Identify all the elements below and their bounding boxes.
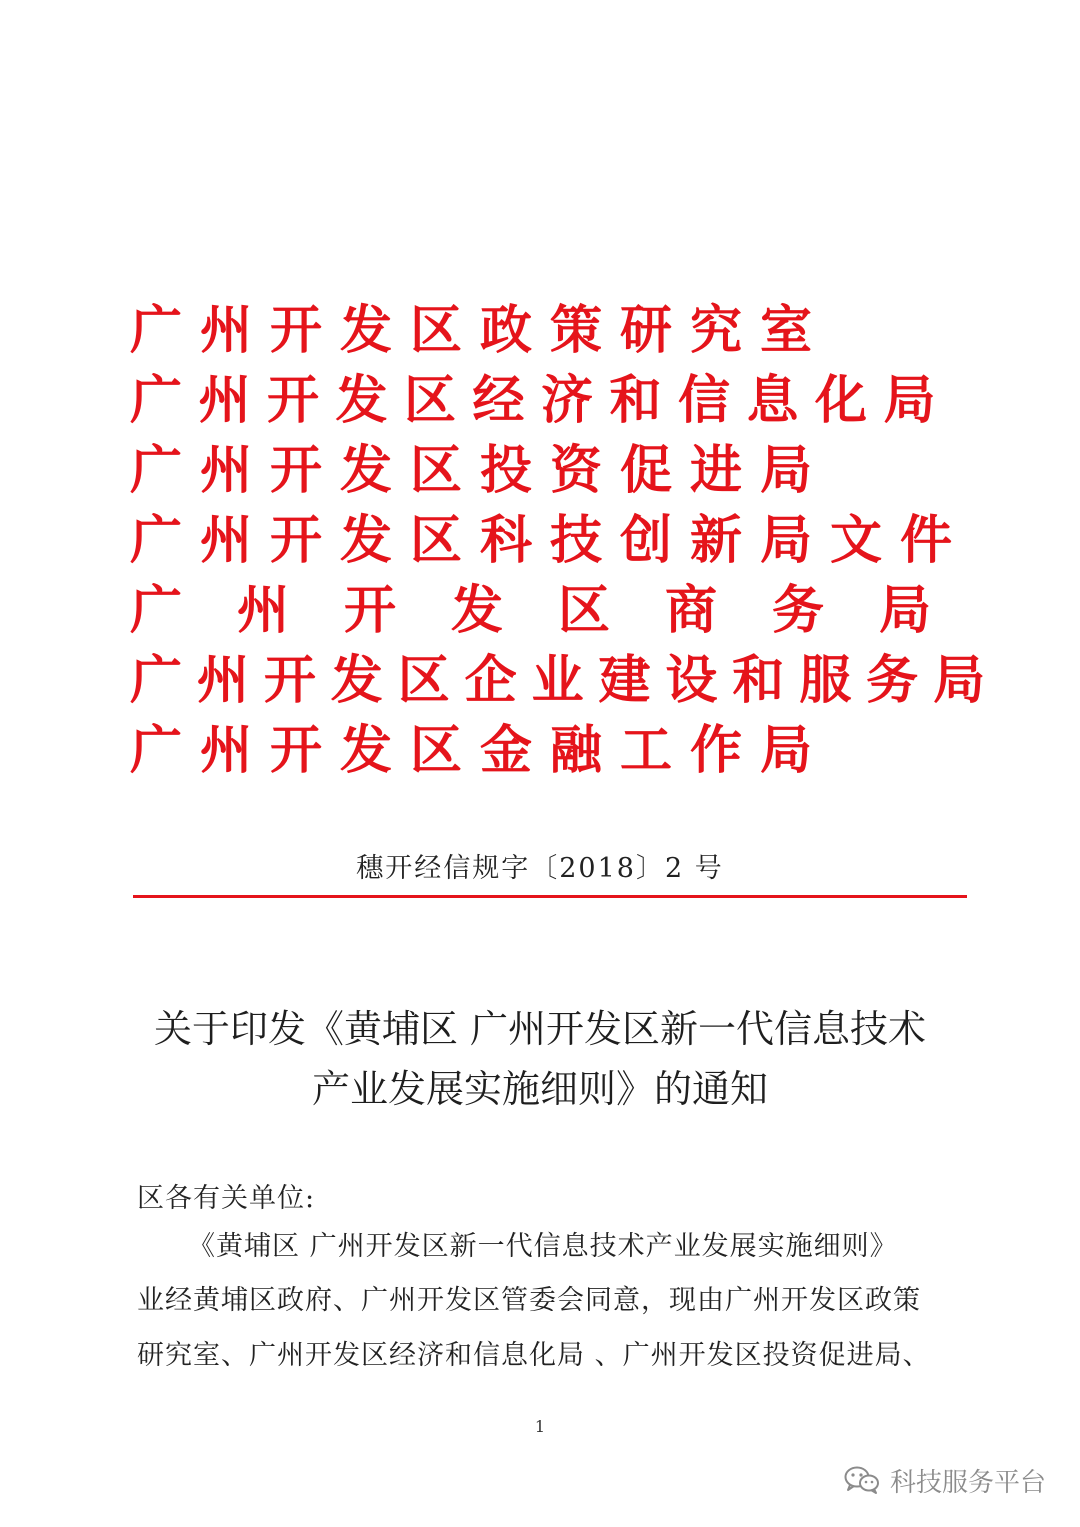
body-line-1: 《黄埔区 广州开发区新一代信息技术产业发展实施细则》	[188, 1231, 898, 1262]
issuer-header	[130, 296, 1000, 786]
body-line-3: 研究室、广州开发区经济和信息化局 、广州开发区投资促进局、	[137, 1340, 931, 1371]
wechat-icon	[844, 1465, 880, 1495]
issuer-line-economy-it: 广 州 开 发 区 经 济 和 信 息 化 局	[130, 371, 936, 431]
document-number: 穗开经信规字〔2018〕2 号	[356, 853, 724, 884]
issuer-line-finance: 广 州 开 发 区 金 融 工 作 局	[130, 721, 813, 781]
issuer-line-investment: 广 州 开 发 区 投 资 促 进 局	[130, 441, 813, 501]
issuer-line-enterprise-service: 广 州 开 发 区 企 业 建 设 和 服 务 局	[130, 651, 986, 711]
issuer-line-science-tech: 广 州 开 发 区 科 技 创 新 局 文 件	[130, 511, 953, 571]
salutation: 区各有关单位:	[137, 1183, 316, 1214]
document-title-line-1: 关于印发《黄埔区 广州开发区新一代信息技术	[153, 1007, 927, 1051]
watermark-text: 科技服务平台	[889, 1467, 1046, 1498]
issuer-line-commerce: 广 州 开 发 区 商 务 局	[130, 581, 932, 641]
red-divider	[133, 895, 967, 898]
page-number: 1	[534, 1417, 546, 1436]
document-title-line-2: 产业发展实施细则》的通知	[311, 1067, 768, 1111]
watermark	[844, 1460, 1046, 1500]
issuer-line-policy-research: 广 州 开 发 区 政 策 研 究 室	[130, 301, 813, 361]
body-line-2: 业经黄埔区政府、广州开发区管委会同意，现由广州开发区政策	[137, 1285, 921, 1316]
